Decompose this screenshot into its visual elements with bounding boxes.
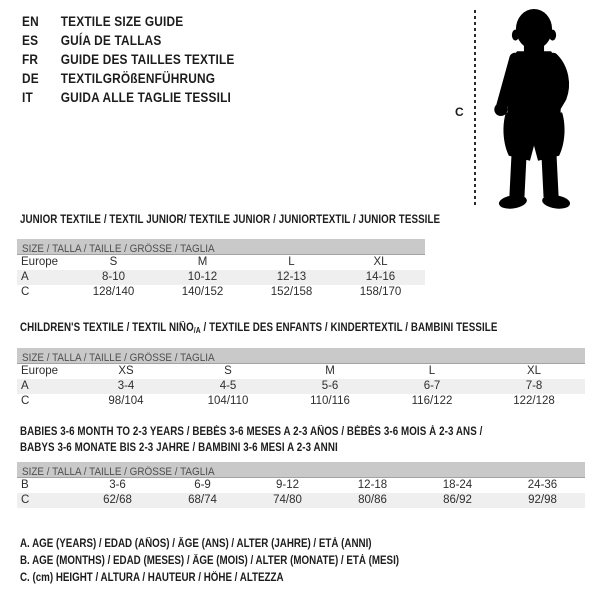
size-cell: 7-8 — [525, 380, 543, 392]
size-cell: 24-36 — [527, 479, 558, 491]
babies-size-table — [17, 478, 585, 508]
size-cell: 3-6 — [109, 479, 126, 491]
size-cell: 86/92 — [443, 494, 472, 506]
language-title: GUIDA ALLE TAGLIE TESSILI — [60, 90, 231, 105]
language-title: TEXTILE SIZE GUIDE — [60, 14, 184, 29]
row-label: A — [21, 271, 29, 283]
size-cell: 9-12 — [275, 479, 300, 491]
junior-section-title — [20, 212, 514, 228]
language-row-fr — [22, 50, 235, 69]
size-cell: XL — [526, 365, 542, 377]
language-row-en — [22, 12, 235, 31]
size-cell: 98/104 — [108, 395, 144, 407]
children-section-title — [20, 320, 582, 339]
row-label: Europe — [21, 256, 59, 268]
row-label: Europe — [21, 365, 59, 377]
legend-note-c-text: C. (cm) HEIGHT / ALTURA / HAUTEUR / HÖHE / ALTEZZA — [20, 572, 284, 584]
height-measure-label: C — [455, 105, 464, 119]
table-row-age — [17, 270, 425, 285]
language-code: ES — [22, 33, 39, 48]
size-header-label: SIZE / TALLA / TAILLE / GRÖSSE / TAGLIA — [22, 466, 215, 478]
dashed-measure-line — [474, 10, 476, 208]
language-code: FR — [22, 52, 39, 67]
row-label: C — [21, 395, 30, 407]
size-cell: M — [325, 365, 335, 377]
table-row-height — [17, 493, 585, 508]
size-cell: 62/68 — [103, 494, 132, 506]
size-cell: 18-24 — [442, 479, 473, 491]
size-cell: 104/110 — [207, 395, 249, 407]
size-cell: 152/158 — [270, 286, 313, 298]
size-cell: 4-5 — [219, 380, 237, 392]
size-cell: M — [197, 256, 208, 268]
row-label: C — [21, 286, 30, 298]
junior-section-title-text: JUNIOR TEXTILE / TEXTIL JUNIOR/ TEXTILE JUNIOR / JUNIORTEXTIL / JUNIOR TESSILE — [20, 214, 441, 226]
size-cell: S — [224, 365, 232, 377]
table-row-height — [17, 285, 425, 300]
size-cell: 3-4 — [117, 380, 135, 392]
legend-notes — [20, 536, 466, 587]
size-cell: 10-12 — [187, 271, 218, 283]
legend-note-b — [20, 553, 466, 570]
children-size-table — [17, 364, 585, 409]
size-cell: 74/80 — [273, 494, 302, 506]
junior-size-table — [17, 255, 425, 300]
size-cell: XL — [373, 256, 388, 268]
size-cell: L — [288, 256, 295, 268]
size-cell: S — [109, 256, 118, 268]
size-cell: 80/86 — [358, 494, 387, 506]
size-cell: 6-9 — [194, 479, 211, 491]
language-code: IT — [22, 90, 33, 105]
legend-note-a-text: A. AGE (YEARS) / EDAD (AÑOS) / ÂGE (ANS) / ALTER (JAHRE) / ETÀ (ANNI) — [20, 538, 372, 550]
size-cell: 14-16 — [365, 271, 396, 283]
table-row-europe — [17, 364, 585, 379]
size-cell: 12-18 — [357, 479, 388, 491]
size-cell: 8-10 — [101, 271, 126, 283]
children-section-title-text — [20, 320, 497, 339]
size-cell: 6-7 — [423, 380, 441, 392]
title-part: CHILDREN'S TEXTILE / TEXTIL NIÑO — [20, 322, 194, 334]
legend-note-c — [20, 570, 466, 587]
babies-section-title — [20, 424, 564, 456]
size-cell: 92/98 — [528, 494, 557, 506]
size-cell: 128/140 — [92, 286, 135, 298]
size-cell: 110/116 — [310, 395, 350, 407]
language-code: DE — [22, 71, 39, 86]
size-cell: 158/170 — [359, 286, 402, 298]
babies-title-line1: BABIES 3-6 MONTH TO 2-3 YEARS / BEBÉS 3-6 MESES A 2-3 AÑOS / BÉBÉS 3-6 MOIS À 2-3 ANS / — [20, 426, 483, 438]
table-row-height — [17, 394, 585, 409]
title-part: / TEXTILE DES ENFANTS / KINDERTEXTIL / BAMBINI TESSILE — [200, 322, 498, 334]
size-cell: L — [428, 365, 436, 377]
language-code: EN — [22, 14, 39, 29]
size-header-label: SIZE / TALLA / TAILLE / GRÖSSE / TAGLIA — [22, 352, 215, 364]
toddler-silhouette-icon — [488, 6, 580, 212]
language-title: TEXTILGRÖßENFÜHRUNG — [60, 71, 216, 86]
size-header-label: SIZE / TALLA / TAILLE / GRÖSSE / TAGLIA — [22, 243, 215, 255]
table-row-europe — [17, 255, 425, 270]
language-row-es — [22, 31, 235, 50]
size-cell: 5-6 — [321, 380, 339, 392]
legend-note-a — [20, 536, 466, 553]
legend-note-b-text: B. AGE (MONTHS) / EDAD (MESES) / ÂGE (MOIS) / ALTER (MONATE) / ETÀ (MESI) — [20, 555, 400, 567]
size-cell: 116/122 — [411, 395, 453, 407]
row-label: C — [21, 494, 30, 506]
size-cell: 68/74 — [188, 494, 217, 506]
table-row-age — [17, 379, 585, 394]
language-title: GUÍA DE TALLAS — [60, 33, 162, 48]
babies-size-header-bar — [17, 462, 585, 478]
table-row-months — [17, 478, 585, 493]
size-cell: 122/128 — [513, 395, 555, 407]
height-measure-figure — [450, 6, 590, 216]
row-label: A — [21, 380, 29, 392]
title-subscript: /A — [193, 326, 201, 335]
size-cell: XS — [118, 365, 134, 377]
row-label: B — [21, 479, 29, 491]
children-size-header-bar — [17, 348, 585, 364]
language-row-de — [22, 69, 235, 88]
junior-size-header-bar — [17, 239, 425, 255]
language-row-it — [22, 88, 235, 107]
size-cell: 140/152 — [181, 286, 224, 298]
size-cell: 12-13 — [276, 271, 307, 283]
language-list — [22, 12, 235, 107]
language-title: GUIDE DES TAILLES TEXTILE — [60, 52, 235, 67]
babies-title-line2: BABYS 3-6 MONATE BIS 2-3 JAHRE / BAMBINI 3-6 MESI A 2-3 ANNI — [20, 442, 338, 454]
